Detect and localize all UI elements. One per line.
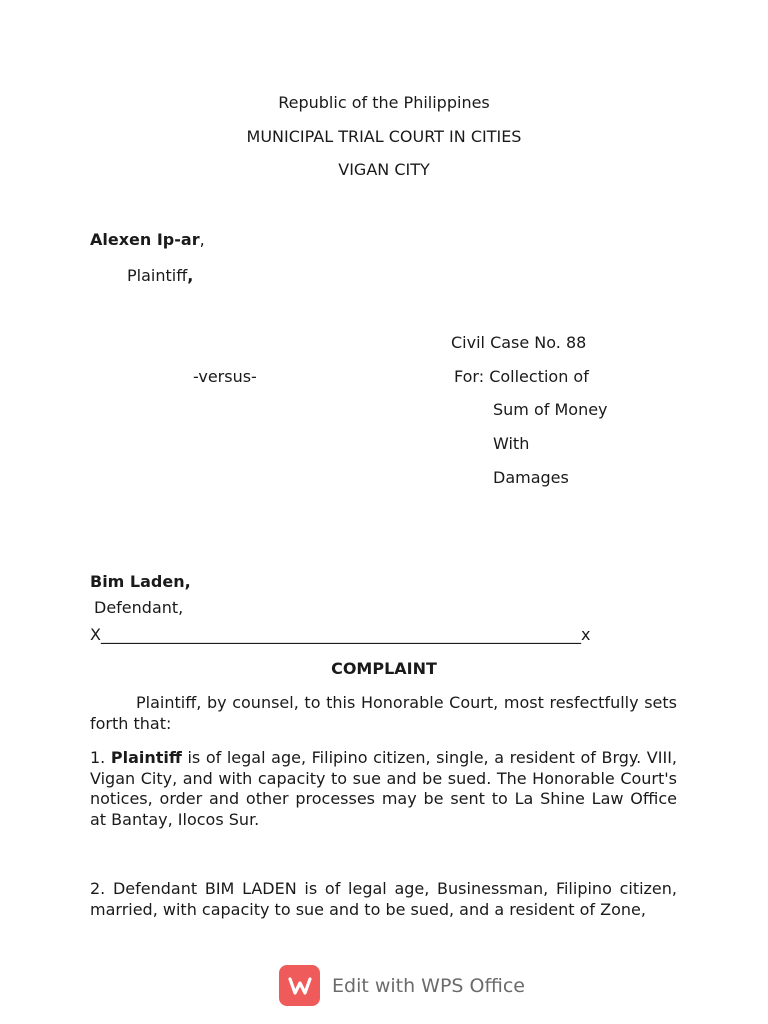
caption-separator: X____________________________________________________________x: [90, 625, 591, 644]
paragraph-1-text: is of legal age, Filipino citizen, single, a resident of Brgy. VIII, Vigan City, and with capacity to sue and be sued. The Honorable Court's notices, order and other processes may be sent to La Shine Law Office at Bantay, Ilocos Sur.: [90, 748, 677, 829]
complaint-title: COMPLAINT: [331, 659, 437, 678]
case-number: Civil Case No. 88: [451, 333, 587, 352]
plaintiff-role: Plaintiff: [127, 266, 188, 285]
paragraph-1-bold: Plaintiff: [110, 748, 182, 767]
paragraph-1-number: 1.: [90, 748, 111, 767]
case-for-label: For: Collection of: [454, 367, 589, 386]
plaintiff-role-line: [127, 266, 193, 285]
paragraph-1: [90, 748, 677, 830]
plaintiff-name: Alexen Ip-ar: [90, 230, 200, 249]
wps-footer[interactable]: [279, 965, 525, 1006]
plaintiff-name-line: [90, 230, 205, 249]
defendant-name: Bim Laden,: [90, 572, 191, 591]
versus-label: -versus-: [193, 367, 257, 386]
wps-footer-text[interactable]: Edit with WPS Office: [332, 974, 525, 997]
plaintiff-name-comma: ,: [199, 230, 205, 249]
intro-paragraph: [90, 693, 677, 734]
intro-text: Plaintiff, by counsel, to this Honorable Court, most resfectfully sets forth that:: [90, 693, 677, 733]
plaintiff-role-comma: ,: [187, 266, 194, 285]
header-city: VIGAN CITY: [338, 160, 430, 179]
case-for-line3: With: [493, 434, 530, 453]
case-for-line4: Damages: [493, 468, 569, 487]
header-court: MUNICIPAL TRIAL COURT IN CITIES: [246, 127, 522, 146]
paragraph-2: 2. Defendant BIM LADEN is of legal age, Businessman, Filipino citizen, married, with capacity to sue and to be sued, and a resident of Zone,: [90, 879, 677, 919]
header-republic: Republic of the Philippines: [278, 93, 490, 112]
wps-logo-icon[interactable]: [279, 965, 320, 1006]
case-for-line2: Sum of Money: [493, 400, 608, 419]
defendant-role: Defendant,: [94, 598, 184, 617]
